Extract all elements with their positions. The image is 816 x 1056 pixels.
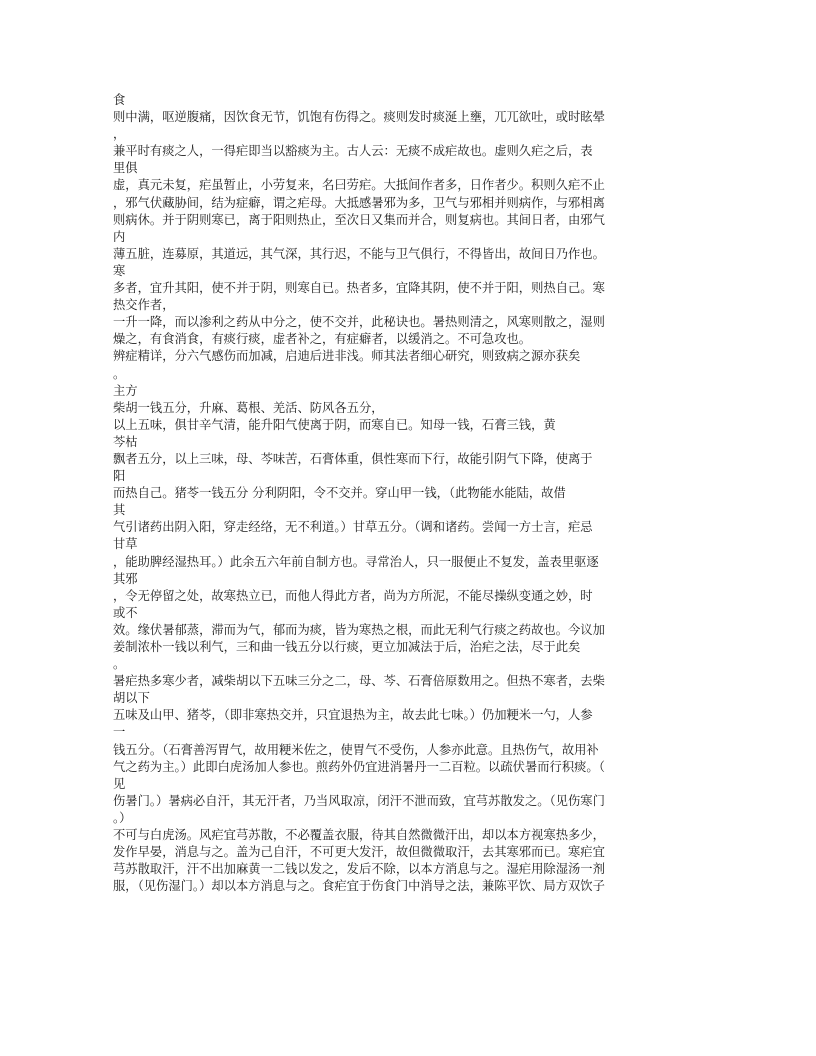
text-line: 一升一降，而以渗利之药从中分之，使不交并，此秘诀也。暑热则清之，风寒则散之，湿则 <box>113 315 605 330</box>
text-line: 主方 <box>113 383 138 398</box>
text-line: 五味及山甲、猪苓，（即非寒热交并，只宜退热为主，故去此七味。）仍加粳米一勺，人参 <box>113 708 593 723</box>
text-line: 里俱 <box>113 161 138 176</box>
text-line: 内 <box>113 229 126 244</box>
text-line: 其 <box>113 503 126 518</box>
text-line: 兼平时有痰之人，一得疟即当以豁痰为主。古人云：无痰不成疟故也。虚则久疟之后，表 <box>113 144 593 159</box>
text-line: ， <box>113 127 126 142</box>
text-line: 发作早晏，消息与之。盖为己自汗，不可更大发汗，故但微微取汗，去其寒邪而已。寒疟宜 <box>113 845 605 860</box>
text-line: 暑疟热多寒少者，减柴胡以下五味三分之二，母、芩、石膏倍原数用之。但热不寒者，去柴 <box>113 674 605 689</box>
text-line: 姜制浓朴一钱以利气，三和曲一钱五分以行痰，更立加减法于后，治疟之法，尽于此矣 <box>113 640 581 654</box>
text-line: 一 <box>113 725 126 740</box>
text-line: 胡以下 <box>113 691 150 706</box>
text-line: 伤暑门。）暑病必自汗，其无汗者，乃当风取凉，闭汗不泄而致，宜芎苏散发之。（见伤寒门 <box>113 793 605 808</box>
text-line: 则中满，呕逆腹痛，因饮食无节，饥饱有伤得之。痰则发时痰涎上壅，兀兀欲吐，或时眩晕 <box>113 110 605 125</box>
text-line: 辨症精详，分六气感伤而加减，启迪后进非浅。师其法者细心研究，则致病之源亦获矣 <box>113 349 581 364</box>
text-line: ，能助脾经湿热耳。）此余五六年前自制方也。寻常治人，只一服便止不复发，盖表里驱逐 <box>113 554 599 569</box>
text-line: 阳 <box>113 469 126 484</box>
text-line: 其邪 <box>113 571 138 586</box>
text-line: 。 <box>113 657 126 672</box>
text-line: 寒 <box>113 263 126 278</box>
text-line: 气引诸药出阴入阳，穿走经络，无不利道。）甘草五分。（调和诸药。尝闻一方士言，疟忌 <box>113 520 593 535</box>
text-line: 虚，真元未复，疟虽暂止，小劳复来，名曰劳疟。大抵间作者多，日作者少。积则久疟不止 <box>113 178 605 193</box>
text-line: 见 <box>113 776 126 791</box>
text-line: 芎苏散取汗，汗不出加麻黄一二钱以发之，发后不除，以本方消息与之。湿疟用除湿汤一剂 <box>113 862 605 877</box>
text-line: 以上五味，俱甘辛气清，能升阳气使离于阴，而寒自已。知母一钱，石膏三钱，黄 <box>113 417 556 432</box>
text-line: 飘者五分，以上三味，母、芩味苦，石膏体重，俱性寒而下行，故能引阴气下降，使离于 <box>113 451 593 466</box>
text-line: 多者，宜升其阳，使不并于阴，则寒自已。热者多，宜降其阴，使不并于阳，则热自己。寒 <box>113 281 605 296</box>
text-line: 柴胡一钱五分，升麻、葛根、羌活、防风各五分， <box>113 400 384 415</box>
text-line: 。 <box>113 366 126 381</box>
text-line: ，邪气伏藏胁间，结为症癖，谓之疟母。大抵感暑邪为多，卫气与邪相并则病作，与邪相离 <box>113 195 605 210</box>
text-line: 食 <box>113 93 126 107</box>
text-line: ，令无停留之处，故寒热立已，而他人得此方者，尚为方所泥，不能尽操纵变通之妙，时 <box>113 588 593 603</box>
text-line: 。） <box>113 810 132 825</box>
text-line: 钱五分。（石膏善泻胃气，故用粳米佐之，使胃气不受伤，人参亦此意。且热伤气，故用补 <box>113 742 599 757</box>
document-text-body <box>113 92 713 895</box>
text-line: 甘草 <box>113 537 138 552</box>
text-line: 效。缘伏暑郁蒸，滞而为气，郁而为痰，皆为寒热之根，而此无利气行痰之药故也。今议加 <box>113 622 605 637</box>
text-line: 薄五脏，连募原，其道远，其气深，其行迟，不能与卫气俱行，不得皆出，故间日乃作也。 <box>113 246 605 261</box>
text-line: 气之药为主。）此即白虎汤加人参也。煎药外仍宜进消暑丹一二百粒。以疏伏暑而行积痰。（ <box>113 759 605 774</box>
text-line: 芩枯 <box>113 434 138 449</box>
text-line: 不可与白虎汤。风疟宜芎苏散，不必覆盖衣服，待其自然微微汗出，却以本方视寒热多少， <box>113 828 605 843</box>
text-line: 则病休。并于阴则寒已，离于阳则热止，至次日又集而并合，则复病也。其间日者，由邪气 <box>113 212 605 227</box>
text-line: 而热自己。猪苓一钱五分 分利阴阳，令不交并。穿山甲一钱，（此物能水能陆，故借 <box>113 486 566 501</box>
text-line: 或不 <box>113 605 138 620</box>
text-line: 燥之，有食消食，有痰行痰，虚者补之，有症癖者，以缓消之。不可急攻也。 <box>113 332 532 347</box>
text-line: 服，（见伤湿门。）却以本方消息与之。食疟宜于伤食门中消导之法，兼陈平饮、局方双饮子 <box>113 879 605 894</box>
text-line: 热交作者， <box>113 298 175 313</box>
